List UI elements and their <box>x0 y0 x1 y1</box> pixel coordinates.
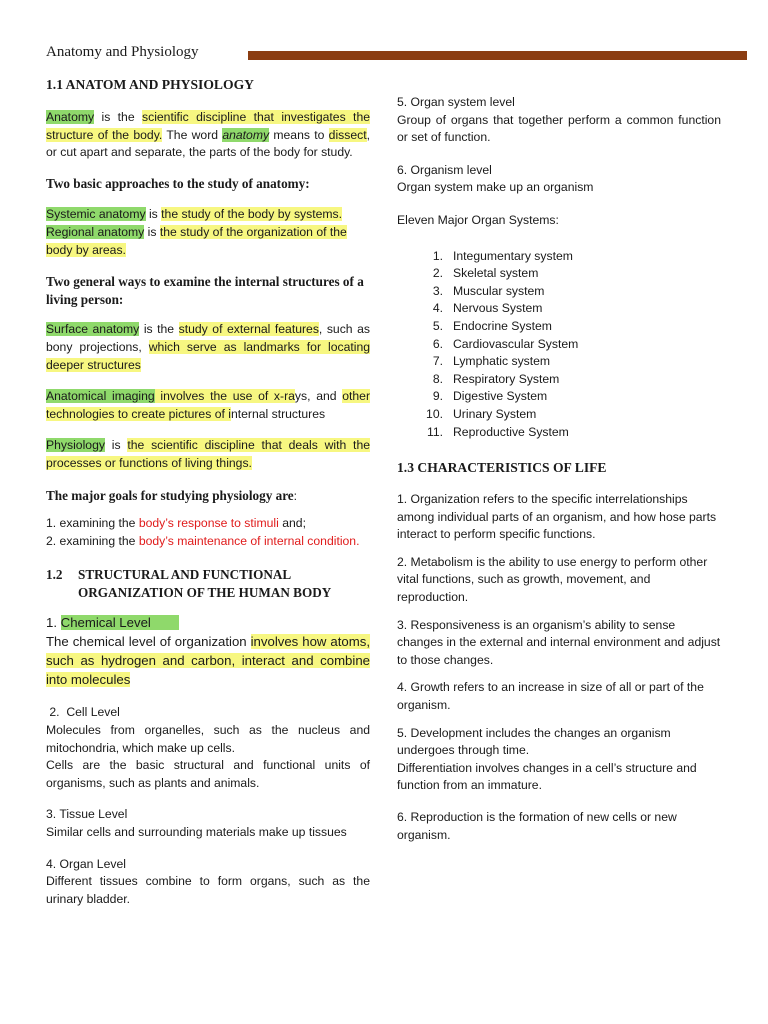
chemical-heading <box>46 613 370 632</box>
organ-system-item <box>419 300 721 318</box>
organ-system-number: 2. <box>432 266 443 281</box>
organ-system-name: Cardiovascular System <box>453 336 579 351</box>
organ-system-name: Lymphatic system <box>453 354 551 369</box>
organ-system-item <box>419 318 721 336</box>
text: 1. <box>46 615 61 631</box>
characteristic-5b: Differentiation involves changes in a cell’s structure and function from an immature. <box>397 760 697 793</box>
text: 1. examining the <box>46 516 139 531</box>
imaging-term: Anatomical imaging <box>46 389 155 404</box>
systemic-line <box>46 206 370 224</box>
organ-system-item <box>419 265 721 283</box>
text: and; <box>278 516 306 531</box>
text: is the <box>139 322 179 337</box>
goal-2 <box>46 533 370 551</box>
organ-system-paragraph: Group of organs that together perform a common function or set of function. <box>397 112 721 145</box>
text: is <box>104 438 128 453</box>
physiology-term: Physiology <box>46 438 105 453</box>
goal-2-red: body’s maintenance of internal condition. <box>138 533 360 548</box>
goal-1 <box>46 515 370 533</box>
cell-paragraph-2: Cells are the basic structural and functional units of organisms, such as plants and animals. <box>46 758 370 790</box>
organ-system-name: Reproductive System <box>453 424 569 439</box>
text: is <box>144 224 160 239</box>
goals-heading-text: The major goals for studying physiology are <box>46 487 294 503</box>
organ-system-number: 3. <box>432 283 443 298</box>
physiology-paragraph <box>46 437 370 472</box>
organ-system-name: Respiratory System <box>453 371 560 386</box>
cell-paragraph-1: Molecules from organelles, such as the nucleus and mitochondria, which make up cells. <box>46 723 370 755</box>
text: , or cut apart and separate, the parts of the body for study. <box>46 127 370 160</box>
organ-system-number: 1. <box>432 248 443 263</box>
text: means to <box>269 127 329 142</box>
text: The word <box>162 127 223 142</box>
surface-def: study of external features <box>178 322 319 337</box>
organ-system-name: Digestive System <box>453 389 548 404</box>
section-1-2-title <box>46 566 370 601</box>
surface-def2: which serve as landmarks for locating deeper structures <box>46 339 370 372</box>
organ-heading: 4. Organ Level <box>46 856 126 871</box>
characteristic-6: 6. Reproduction is the formation of new cells or new organism. <box>397 810 677 842</box>
organ-system-name: Endocrine System <box>453 318 552 333</box>
tissue-heading: 3. Tissue Level <box>46 807 128 822</box>
imaging-def: involves the use of x-ra <box>154 389 295 404</box>
eleven-systems-heading: Eleven Major Organ Systems: <box>397 212 559 227</box>
characteristic-1: 1. Organization refers to the specific interrelationships among individual parts of an organism, and how hose parts interact to perform specific functions. <box>397 492 717 542</box>
anatomy-italic: anatomy <box>222 127 270 142</box>
systemic-term: Systemic anatomy <box>46 207 146 222</box>
organ-system-item <box>419 406 721 424</box>
chemical-label: Chemical Level <box>61 615 179 630</box>
organ-system-item <box>419 388 721 406</box>
organ-system-name: Urinary System <box>453 406 537 421</box>
regional-line <box>46 224 370 259</box>
organ-system-item <box>419 371 721 389</box>
organ-system-name: Nervous System <box>453 301 543 316</box>
text: : <box>293 488 298 503</box>
characteristic-4: 4. Growth refers to an increase in size of all or part of the organism. <box>397 680 704 713</box>
text: 2. examining the <box>46 533 139 548</box>
organ-system-number: 6. <box>432 336 443 351</box>
organ-system-number: 9. <box>432 389 443 404</box>
characteristic-5a: 5. Development includes the changes an organism undergoes through time. <box>397 725 671 758</box>
organ-system-number: 10. <box>426 406 443 421</box>
organ-system-name: Skeletal system <box>453 266 539 281</box>
organ-paragraph: Different tissues combine to form organs, such as the urinary bladder. <box>46 874 370 906</box>
chemical-highlight: involves how atoms, such as hydrogen and carbon, interact and combine into molecules <box>46 634 370 688</box>
text: nternal structures <box>230 406 326 421</box>
organ-system-number: 4. <box>432 301 443 316</box>
section-1-1-title: 1.1 ANATOM AND PHYSIOLOGY <box>46 77 254 92</box>
organ-system-number: 5. <box>432 318 443 333</box>
text: ys, and <box>294 389 343 404</box>
two-general-heading: Two general ways to examine the internal structures of a living person: <box>46 274 364 307</box>
organ-system-item <box>419 336 721 354</box>
organ-system-heading: 5. Organ system level <box>397 95 515 109</box>
surface-paragraph <box>46 321 370 374</box>
cell-heading: 2. Cell Level <box>46 705 120 720</box>
organ-system-item <box>419 353 721 371</box>
tissue-paragraph: Similar cells and surrounding materials make up tissues <box>46 825 347 840</box>
goals-heading <box>46 487 370 506</box>
organism-paragraph: Organ system make up an organism <box>397 180 594 195</box>
organ-system-name: Muscular system <box>453 283 545 298</box>
surface-term: Surface anatomy <box>46 322 140 337</box>
text: is <box>145 207 162 222</box>
anatomy-term: Anatomy <box>46 110 95 124</box>
header-title: Anatomy and Physiology <box>46 44 199 60</box>
anatomy-paragraph <box>46 109 370 162</box>
organ-system-name: Integumentary system <box>453 248 573 263</box>
header-bar <box>248 51 747 60</box>
text: is the <box>94 110 142 124</box>
organ-system-number: 8. <box>432 371 443 386</box>
characteristic-3: 3. Responsiveness is an organism’s ability to sense changes in the external and internal environment and adjust to those changes. <box>397 617 721 667</box>
regional-def: the study of the organization of the body by areas. <box>46 224 347 257</box>
organ-system-item <box>419 283 721 301</box>
anatomy-definition: scientific discipline that investigates the structure of the body. <box>46 110 371 142</box>
left-column <box>46 76 370 908</box>
two-basic-heading: Two basic approaches to the study of anatomy: <box>46 175 310 191</box>
right-column <box>397 94 721 844</box>
organ-system-number: 11. <box>426 424 443 439</box>
text: The chemical level of organization <box>46 634 251 650</box>
chemical-paragraph <box>46 632 370 689</box>
organ-system-item <box>419 248 721 266</box>
dissect-word: dissect <box>328 127 367 142</box>
characteristic-2: 2. Metabolism is the ability to use energy to perform other vital functions, such as growth, movement, and reproduction. <box>397 554 708 605</box>
imaging-paragraph <box>46 388 370 423</box>
organism-heading: 6. Organism level <box>397 162 492 177</box>
regional-term: Regional anatomy <box>46 224 145 239</box>
section-1-2-text: STRUCTURAL AND FUNCTIONAL ORGANIZATION OF THE HUMAN BODY <box>78 567 332 600</box>
systemic-def: the study of the body by systems. <box>161 207 343 222</box>
text: , such as bony projections, <box>46 322 370 354</box>
organ-systems-list <box>397 248 721 442</box>
organ-system-number: 7. <box>432 354 443 369</box>
goal-1-red: body’s response to stimuli <box>138 516 279 531</box>
physiology-def: the scientific discipline that deals with the processes or functions of living things. <box>46 438 370 470</box>
section-1-2-number: 1.2 <box>46 567 63 583</box>
imaging-def2: other technologies to create pictures of i <box>46 389 370 421</box>
section-1-3-title: 1.3 CHARACTERISTICS OF LIFE <box>397 460 607 476</box>
organ-system-item <box>419 424 721 442</box>
